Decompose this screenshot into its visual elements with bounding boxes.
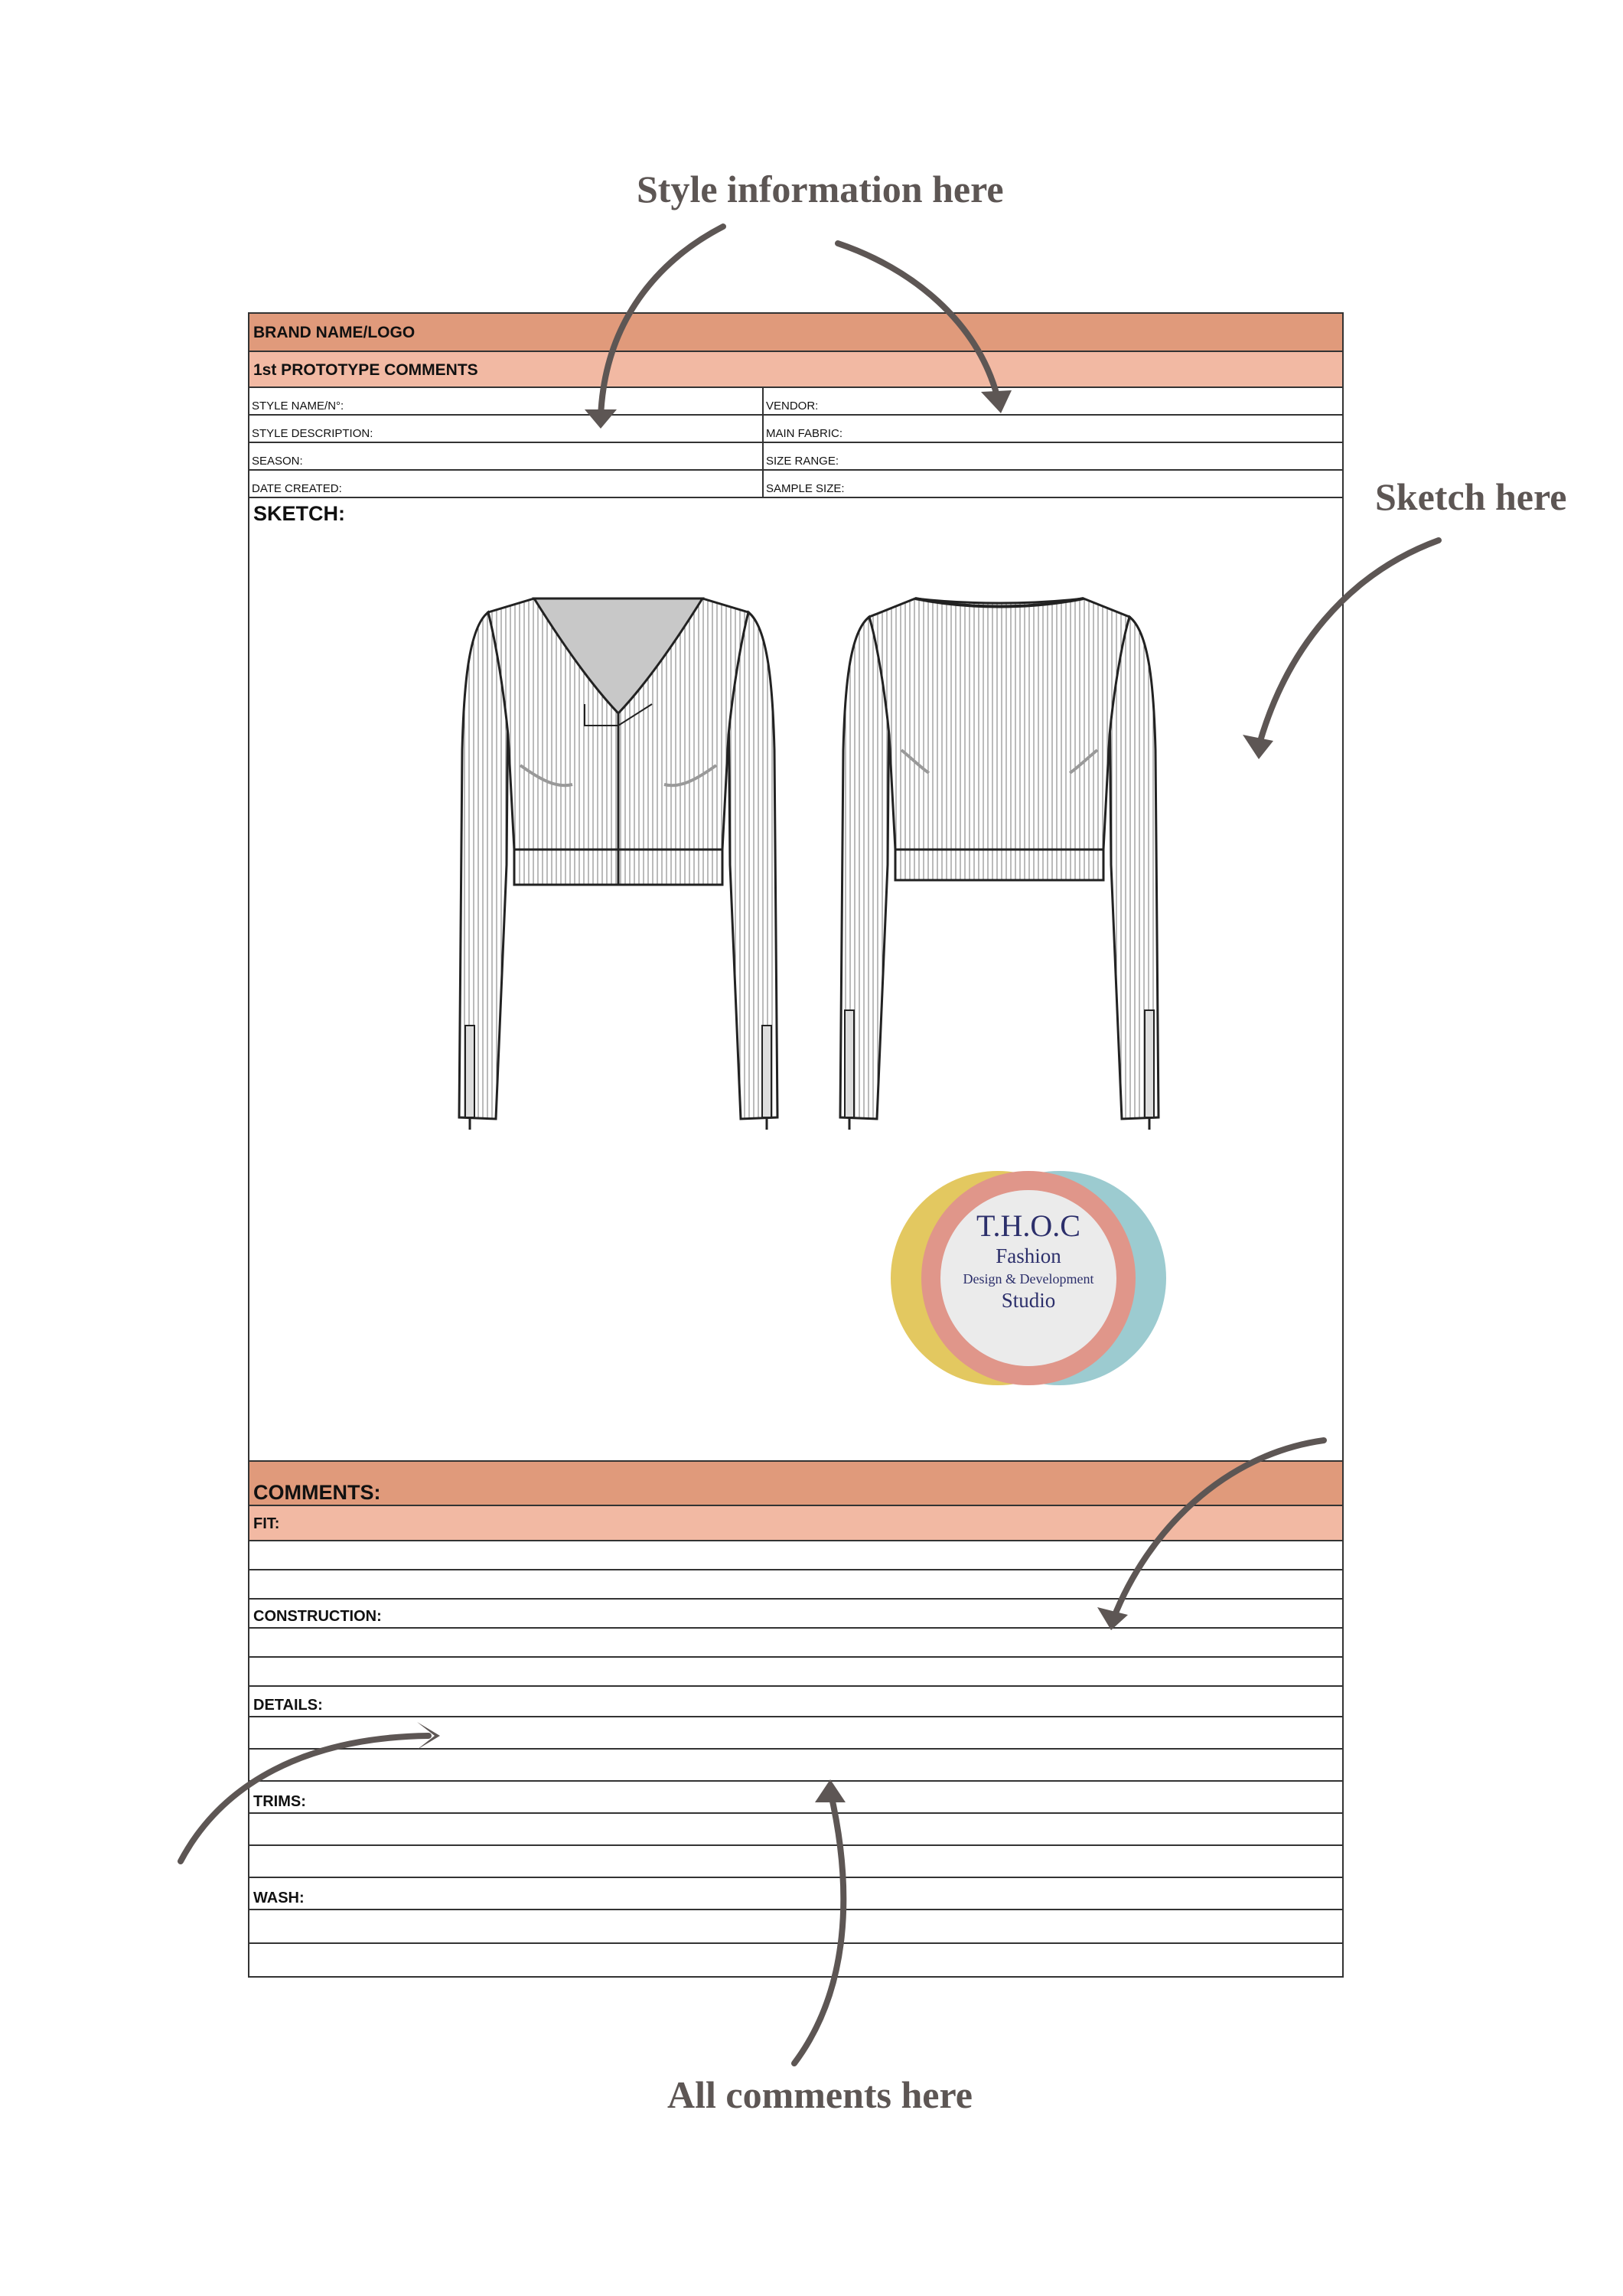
studio-logo [891,1163,1166,1393]
wash-line[interactable] [249,1910,1342,1944]
details-row[interactable] [249,1687,1342,1717]
vendor-field[interactable]: VENDOR: [766,400,819,413]
date-created-field[interactable]: DATE CREATED: [249,471,764,497]
sample-size-field[interactable]: SAMPLE SIZE: [766,482,845,495]
fit-line[interactable] [249,1541,1342,1570]
construction-line[interactable] [249,1658,1342,1687]
garment-back-sketch [839,597,1160,1140]
details-line[interactable] [249,1717,1342,1750]
info-row [249,416,1342,443]
logo-line-design: Design & Development [963,1271,1094,1287]
season-field[interactable]: SEASON: [249,443,764,469]
details-line[interactable] [249,1750,1342,1782]
info-row [249,471,1342,498]
annotation-style-info: Style information here [637,168,1004,210]
fit-header: FIT: [249,1506,1342,1541]
trims-row[interactable] [249,1782,1342,1814]
garment-front-sketch [458,597,779,1140]
construction-row[interactable] [249,1600,1342,1629]
trims-label: TRIMS: [253,1793,306,1810]
comments-header: COMMENTS: [249,1460,1342,1506]
annotation-sketch: Sketch here [1375,475,1567,518]
logo-line-studio: Studio [1001,1289,1056,1312]
details-label: DETAILS: [253,1697,323,1714]
info-row [249,443,1342,471]
style-name-field[interactable]: STYLE NAME/N°: [249,388,764,414]
main-fabric-field[interactable]: MAIN FABRIC: [766,427,843,440]
wash-line[interactable] [249,1944,1342,1978]
info-row [249,388,1342,416]
logo-line-fashion: Fashion [996,1244,1061,1267]
style-description-field[interactable]: STYLE DESCRIPTION: [249,416,764,442]
trims-line[interactable] [249,1846,1342,1878]
prototype-comments-header: 1st PROTOTYPE COMMENTS [249,352,1342,388]
logo-title: T.H.O.C [976,1208,1080,1243]
annotation-comments: All comments here [667,2073,973,2116]
sketch-label: SKETCH: [253,502,345,525]
tech-pack-sheet [248,312,1344,1978]
construction-label: CONSTRUCTION: [253,1608,382,1625]
wash-label: WASH: [253,1890,305,1906]
wash-row[interactable] [249,1878,1342,1910]
brand-name-header: BRAND NAME/LOGO [249,314,1342,352]
size-range-field[interactable]: SIZE RANGE: [766,455,839,468]
fit-line[interactable] [249,1570,1342,1600]
trims-line[interactable] [249,1814,1342,1846]
construction-line[interactable] [249,1629,1342,1658]
